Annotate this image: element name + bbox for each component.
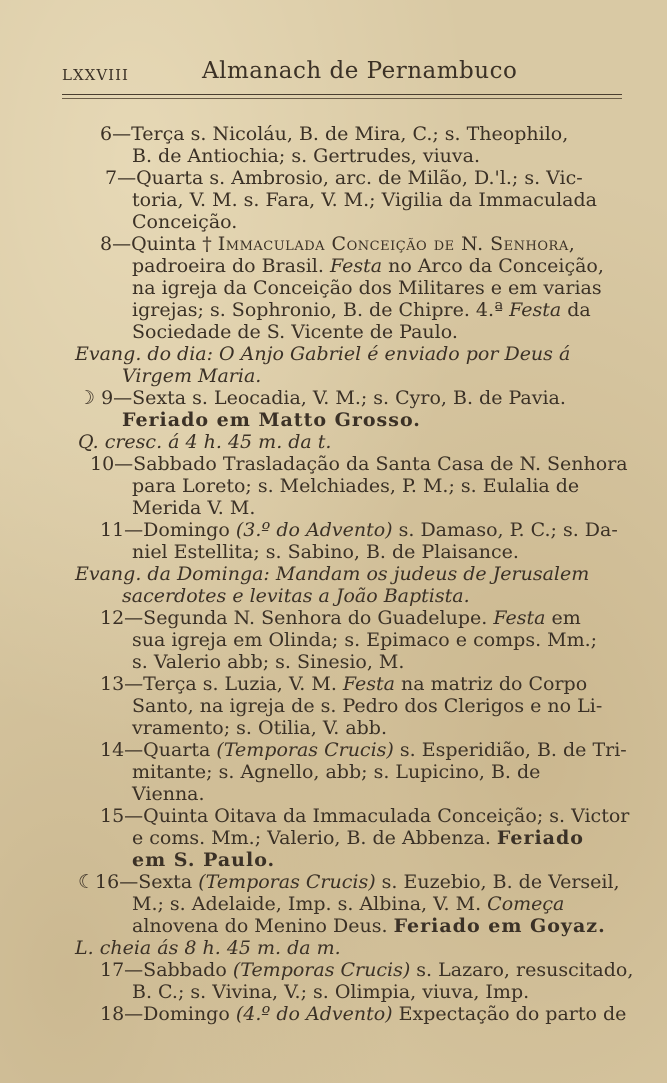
calendar-line <box>132 497 255 519</box>
line-text-run: (Temporas Crucis) <box>232 959 411 981</box>
line-text-run: em S. Paulo. <box>132 849 276 871</box>
line-text-run: em <box>545 607 581 629</box>
line-text-run: 6—Terça s. Nicoláu, B. de Mira, C.; s. Theophilo, <box>100 123 569 145</box>
line-text-run: na igreja da Conceição dos Militares e em varias <box>132 277 602 299</box>
calendar-line <box>100 233 575 255</box>
line-text-run: Santo, na igreja de s. Pedro dos Clerigos e no Li- <box>132 695 603 717</box>
line-text-run: Expectação do parto de <box>392 1003 627 1025</box>
line-text-run: mitante; s. Agnello, abb; s. Lupicino, B. de <box>132 761 541 783</box>
gospel-line <box>122 365 261 387</box>
line-text-run: ☽ 9—Sexta s. Leocadia, V. M.; s. Cyro, B. de Pavia. <box>78 387 566 409</box>
gospel-line <box>75 563 589 585</box>
line-text-run: 7—Quarta s. Ambrosio, arc. de Milão, D.'l.; s. Vic- <box>105 167 583 189</box>
line-text-run: sacerdotes e levitas a João Baptista. <box>122 585 470 607</box>
calendar-line <box>100 123 568 145</box>
line-text-run: (4.º do Advento) <box>235 1003 393 1025</box>
calendar-line <box>100 739 627 761</box>
page-number: LXXVIII <box>62 66 129 84</box>
line-text-run: 14—Quarta <box>100 739 217 761</box>
holiday-line <box>122 409 421 431</box>
line-text-run: Festa <box>342 673 396 695</box>
line-text-run: Sociedade de S. Vicente de Paulo. <box>132 321 458 343</box>
line-text-run: Feriado em Matto Grosso. <box>122 409 421 431</box>
calendar-line <box>132 475 579 497</box>
line-text-run: da <box>561 299 591 321</box>
line-text-run: Vienna. <box>132 783 205 805</box>
line-text-run: s. Lazaro, resuscitado, <box>410 959 634 981</box>
line-text-run: 10—Sabbado Trasladação da Santa Casa de N. Senhora <box>90 453 628 475</box>
calendar-line <box>132 761 540 783</box>
line-text-run: Merida V. M. <box>132 497 256 519</box>
moon-phase-line <box>75 937 341 959</box>
line-text-run: Virgem Maria. <box>122 365 262 387</box>
calendar-line <box>78 387 566 409</box>
line-text-run: na matriz do Corpo <box>395 673 588 695</box>
calendar-line <box>132 915 606 937</box>
calendar-line <box>132 189 597 211</box>
line-text-run: s. Valerio abb; s. Sinesio, M. <box>132 651 405 673</box>
line-text-run: (Temporas Crucis) <box>198 871 376 893</box>
calendar-line <box>132 145 480 167</box>
calendar-line <box>100 519 618 541</box>
line-text-run: Festa <box>493 607 546 629</box>
line-text-run: Feriado <box>496 827 584 849</box>
line-text-run: s. Esperidião, B. de Tri- <box>393 739 627 761</box>
line-text-run: toria, V. M. s. Fara, V. M.; Vigilia da Immaculada <box>132 189 597 211</box>
line-text-run: ☾16—Sexta <box>78 871 199 893</box>
calendar-line <box>132 277 602 299</box>
line-text-run: B. de Antiochia; s. Gertrudes, viuva. <box>132 145 480 167</box>
calendar-line <box>132 651 404 673</box>
line-text-run: 8—Quinta † <box>100 233 218 255</box>
calendar-line <box>100 1003 626 1025</box>
header-rule <box>62 94 622 95</box>
calendar-line <box>132 783 205 805</box>
page-header <box>62 58 622 92</box>
line-text-run: Evang. do dia: O Anjo Gabriel é enviado por Deus á <box>75 343 571 365</box>
page-title: Almanach de Pernambuco <box>202 58 518 84</box>
line-text-run: Festa <box>329 255 383 277</box>
line-text-run: no Arco da Conceição, <box>382 255 604 277</box>
calendar-line <box>132 321 458 343</box>
calendar-line <box>132 629 597 651</box>
line-text-run: 12—Segunda N. Senhora do Guadelupe. <box>100 607 494 629</box>
calendar-line <box>105 167 583 189</box>
line-text-run: s. Damaso, P. C.; s. Da- <box>392 519 618 541</box>
calendar-line <box>90 453 628 475</box>
line-text-run: e coms. Mm.; Valerio, B. de Abbenza. <box>132 827 497 849</box>
line-text-run: Começa <box>487 893 565 915</box>
calendar-line <box>100 607 581 629</box>
line-text-run: Q. cresc. á 4 h. 45 m. da t. <box>78 431 332 453</box>
line-text-run: Conceição. <box>132 211 238 233</box>
line-text-run: para Loreto; s. Melchiades, P. M.; s. Eulalia de <box>132 475 580 497</box>
calendar-line <box>132 541 519 563</box>
holiday-line <box>132 849 275 871</box>
line-text-run: Feriado em Goyaz. <box>393 915 606 937</box>
calendar-line <box>132 827 584 849</box>
line-text-run: sua igreja em Olinda; s. Epimaco e comps. Mm.; <box>132 629 598 651</box>
line-text-run: Evang. da Dominga: Mandam os judeus de Jerusalem <box>75 563 590 585</box>
line-text-run: vramento; s. Otilia, V. abb. <box>132 717 388 739</box>
line-text-run: (Temporas Crucis) <box>216 739 394 761</box>
line-text-run: L. cheia ás 8 h. 45 m. da m. <box>75 937 341 959</box>
line-text-run: Immaculada Conceição de N. Senhora, <box>217 233 576 255</box>
calendar-line <box>132 299 591 321</box>
calendar-line <box>132 893 564 915</box>
gospel-line <box>75 343 570 365</box>
calendar-line <box>132 255 604 277</box>
line-text-run: niel Estellita; s. Sabino, B. de Plaisance. <box>132 541 519 563</box>
calendar-line <box>132 717 387 739</box>
calendar-line <box>100 805 629 827</box>
calendar-line <box>132 695 602 717</box>
line-text-run: alnovena do Menino Deus. <box>132 915 394 937</box>
moon-phase-line <box>78 431 331 453</box>
header-rule-thin <box>62 98 622 99</box>
line-text-run: 17—Sabbado <box>100 959 233 981</box>
calendar-line <box>78 871 620 893</box>
line-text-run: 18—Domingo <box>100 1003 236 1025</box>
line-text-run: 15—Quinta Oitava da Immaculada Conceição; s. Victor <box>100 805 630 827</box>
calendar-line <box>132 211 237 233</box>
calendar-line <box>100 673 587 695</box>
calendar-line <box>132 981 529 1003</box>
calendar-line <box>100 959 633 981</box>
line-text-run: (3.º do Advento) <box>235 519 393 541</box>
line-text-run: M.; s. Adelaide, Imp. s. Albina, V. M. <box>132 893 488 915</box>
line-text-run: s. Euzebio, B. de Verseil, <box>375 871 620 893</box>
line-text-run: 13—Terça s. Luzia, V. M. <box>100 673 343 695</box>
gospel-line <box>122 585 470 607</box>
line-text-run: Festa <box>509 299 562 321</box>
line-text-run: B. C.; s. Vivina, V.; s. Olimpia, viuva, Imp. <box>132 981 530 1003</box>
line-text-run: padroeira do Brasil. <box>132 255 330 277</box>
line-text-run: 11—Domingo <box>100 519 236 541</box>
line-text-run: igrejas; s. Sophronio, B. de Chipre. 4.ª <box>132 299 510 321</box>
